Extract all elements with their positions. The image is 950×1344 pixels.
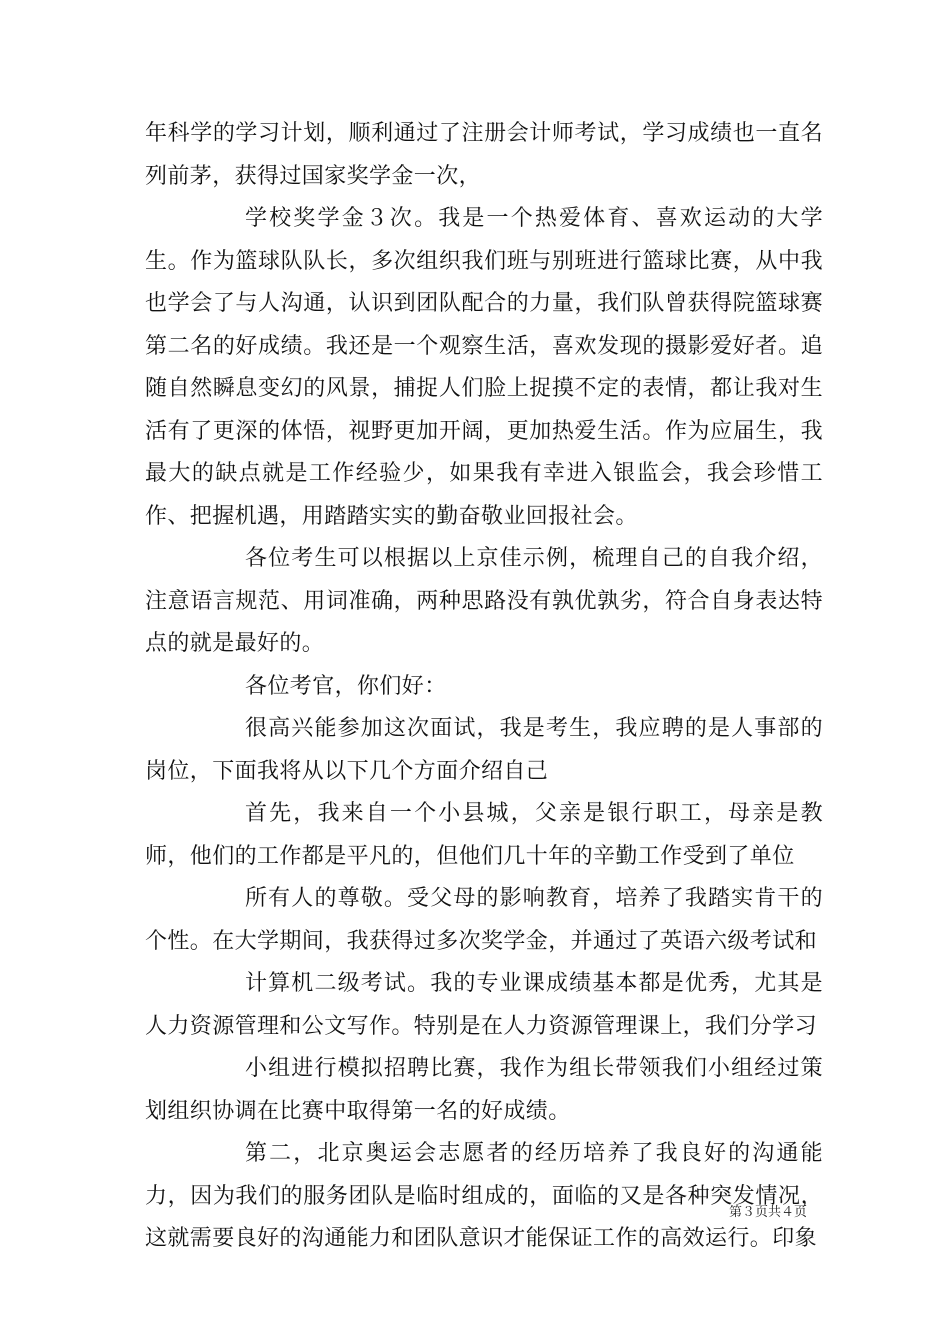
document-body [145,113,823,1261]
paragraph-5: 很高兴能参加这次面试，我是考生，我应聘的是人事部的岗位，下面我将从以下几个方面介绍自己 [145,716,823,784]
paragraph-4: 各位考官，你们好： [245,673,447,699]
paragraph-9: 小组进行模拟招聘比赛，我作为组长带领我们小组经过策划组织协调在比赛中取得第一名的好成绩。 [145,1056,823,1124]
paragraph-10: 第二，北京奥运会志愿者的经历培养了我良好的沟通能力，因为我们的服务团队是临时组成的，面临的又是各种突发情况，这就需要良好的沟通能力和团队意识才能保证工作的高效运行。印象 [145,1141,823,1251]
paragraph-8: 计算机二级考试。我的专业课成绩基本都是优秀，尤其是人力资源管理和公文写作。特别是在人力资源管理课上，我们分学习 [145,971,823,1039]
paragraph-1: 年科学的学习计划，顺利通过了注册会计师考试，学习成绩也一直名列前茅，获得过国家奖学金一次， [145,121,823,189]
paragraph-3: 各位考生可以根据以上京佳示例，梳理自己的自我介绍，注意语言规范、用词准确，两种思路没有孰优孰劣，符合自身表达特点的就是最好的。 [145,546,823,656]
page-number-footer: 第３页共４页 [728,1205,807,1220]
paragraph-7: 所有人的尊敬。受父母的影响教育，培养了我踏实肯干的个性。在大学期间，我获得过多次奖学金，并通过了英语六级考试和 [145,886,823,954]
paragraph-2: 学校奖学金３次。我是一个热爱体育、喜欢运动的大学生。作为篮球队队长，多次组织我们班与别班进行篮球比赛，从中我也学会了与人沟通，认识到团队配合的力量，我们队曾获得院篮球赛第二名的好成绩。我还是一个观察生活，喜欢发现的摄影爱好者。追随自然瞬息变幻的风景，捕捉人们脸上捉摸不定的表情，都让我对生活有了更深的体悟，视野更加开阔，更加热爱生活。作为应届生，我最大的缺点就是工作经验少，如果我有幸进入银监会，我会珍惜工作、把握机遇，用踏踏实实的勤奋敬业回报社会。 [145,206,823,529]
paragraph-6: 首先，我来自一个小县城，父亲是银行职工，母亲是教师，他们的工作都是平凡的，但他们几十年的辛勤工作受到了单位 [145,801,823,869]
